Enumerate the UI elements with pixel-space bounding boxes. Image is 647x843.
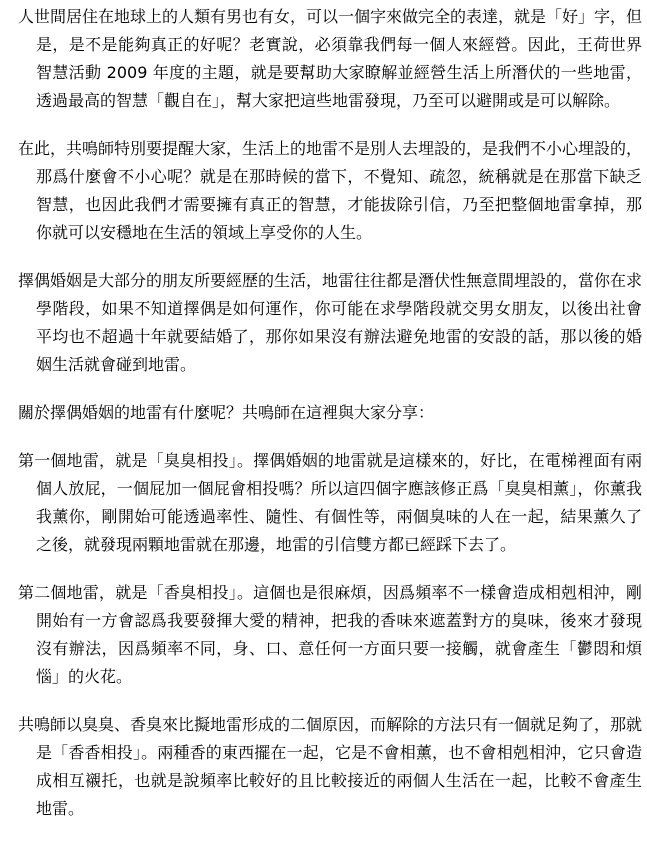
article-body bbox=[18, 3, 642, 843]
paragraph-marriage: 擇偶婚姻是大部分的朋友所要經歷的生活，地雷往往都是潛伏性無意間埋設的，當你在求學階段，如果不知道擇偶是如何運作，你可能在求學階段就交男女朋友，以後出社會平均也不超過十年就要結婚了，那你如果沒有辦法避免地雷的安設的話，那以後的婚姻生活就會碰到地雷。 bbox=[18, 271, 643, 374]
paragraph-intro: 人世間居住在地球上的人類有男也有女，可以一個字來做完全的表達，就是「好」字，但是，是不是能夠真正的好呢？老實說，必須靠我們每一個人來經營。因此，王荷世界智慧活動 2009 年度的主題，就是要幫助大家瞭解並經營生活上所潛伏的一些地雷，透過最高的智慧「觀自在」，幫大家把這些地雷發現，乃至可以避開或是可以解除。 bbox=[18, 7, 643, 110]
paragraph-mindfulness: 在此，共鳴師特別要提醒大家，生活上的地雷不是別人去埋設的，是我們不小心埋設的，那爲什麼會不小心呢？就是在那時候的當下，不覺知、疏忽，統稱就是在那當下缺乏智慧，也因此我們才需要擁有真正的智慧，才能拔除引信，乃至把整個地雷拿掉，那你就可以安穩地在生活的領域上享受你的人生。 bbox=[18, 139, 643, 242]
paragraph-second-mine: 第二個地雷，就是「香臭相投」。這個也是很麻煩，因爲頻率不一樣會造成相剋相沖，剛開始有一方會認爲我要發揮大愛的精神，把我的香味來遮蓋對方的臭味，後來才發現沒有辦法，因爲頻率不同，身、口、意任何一方面只要一接觸，就會產生「鬱悶和煩惱」的火花。 bbox=[18, 583, 642, 686]
paragraph-first-mine: 第一個地雷，就是「臭臭相投」。擇偶婚姻的地雷就是這樣來的，好比，在電梯裡面有兩個人放屁，一個屁加一個屁會相投嗎？所以這四個字應該修正爲「臭臭相薰」，你薰我我薰你，剛開始可能透過率性、隨性、有個性等，兩個臭味的人在一起，結果薰久了之後，就發現兩顆地雷就在那邊，地雷的引信雙方都已經踩下去了。 bbox=[18, 451, 642, 554]
paragraph-question: 關於擇偶婚姻的地雷有什麼呢？共鳴師在這裡與大家分享： bbox=[18, 403, 435, 422]
paragraph-solution: 共鳴師以臭臭、香臭來比擬地雷形成的二個原因，而解除的方法只有一個就足夠了，那就是「香香相投」。兩種香的東西擺在一起，它是不會相薰，也不會相剋相沖，它只會造成相互襯托，也就是說頻率比較好的且比較接近的兩個人生活在一起，比較不會產生地雷。 bbox=[18, 715, 643, 818]
